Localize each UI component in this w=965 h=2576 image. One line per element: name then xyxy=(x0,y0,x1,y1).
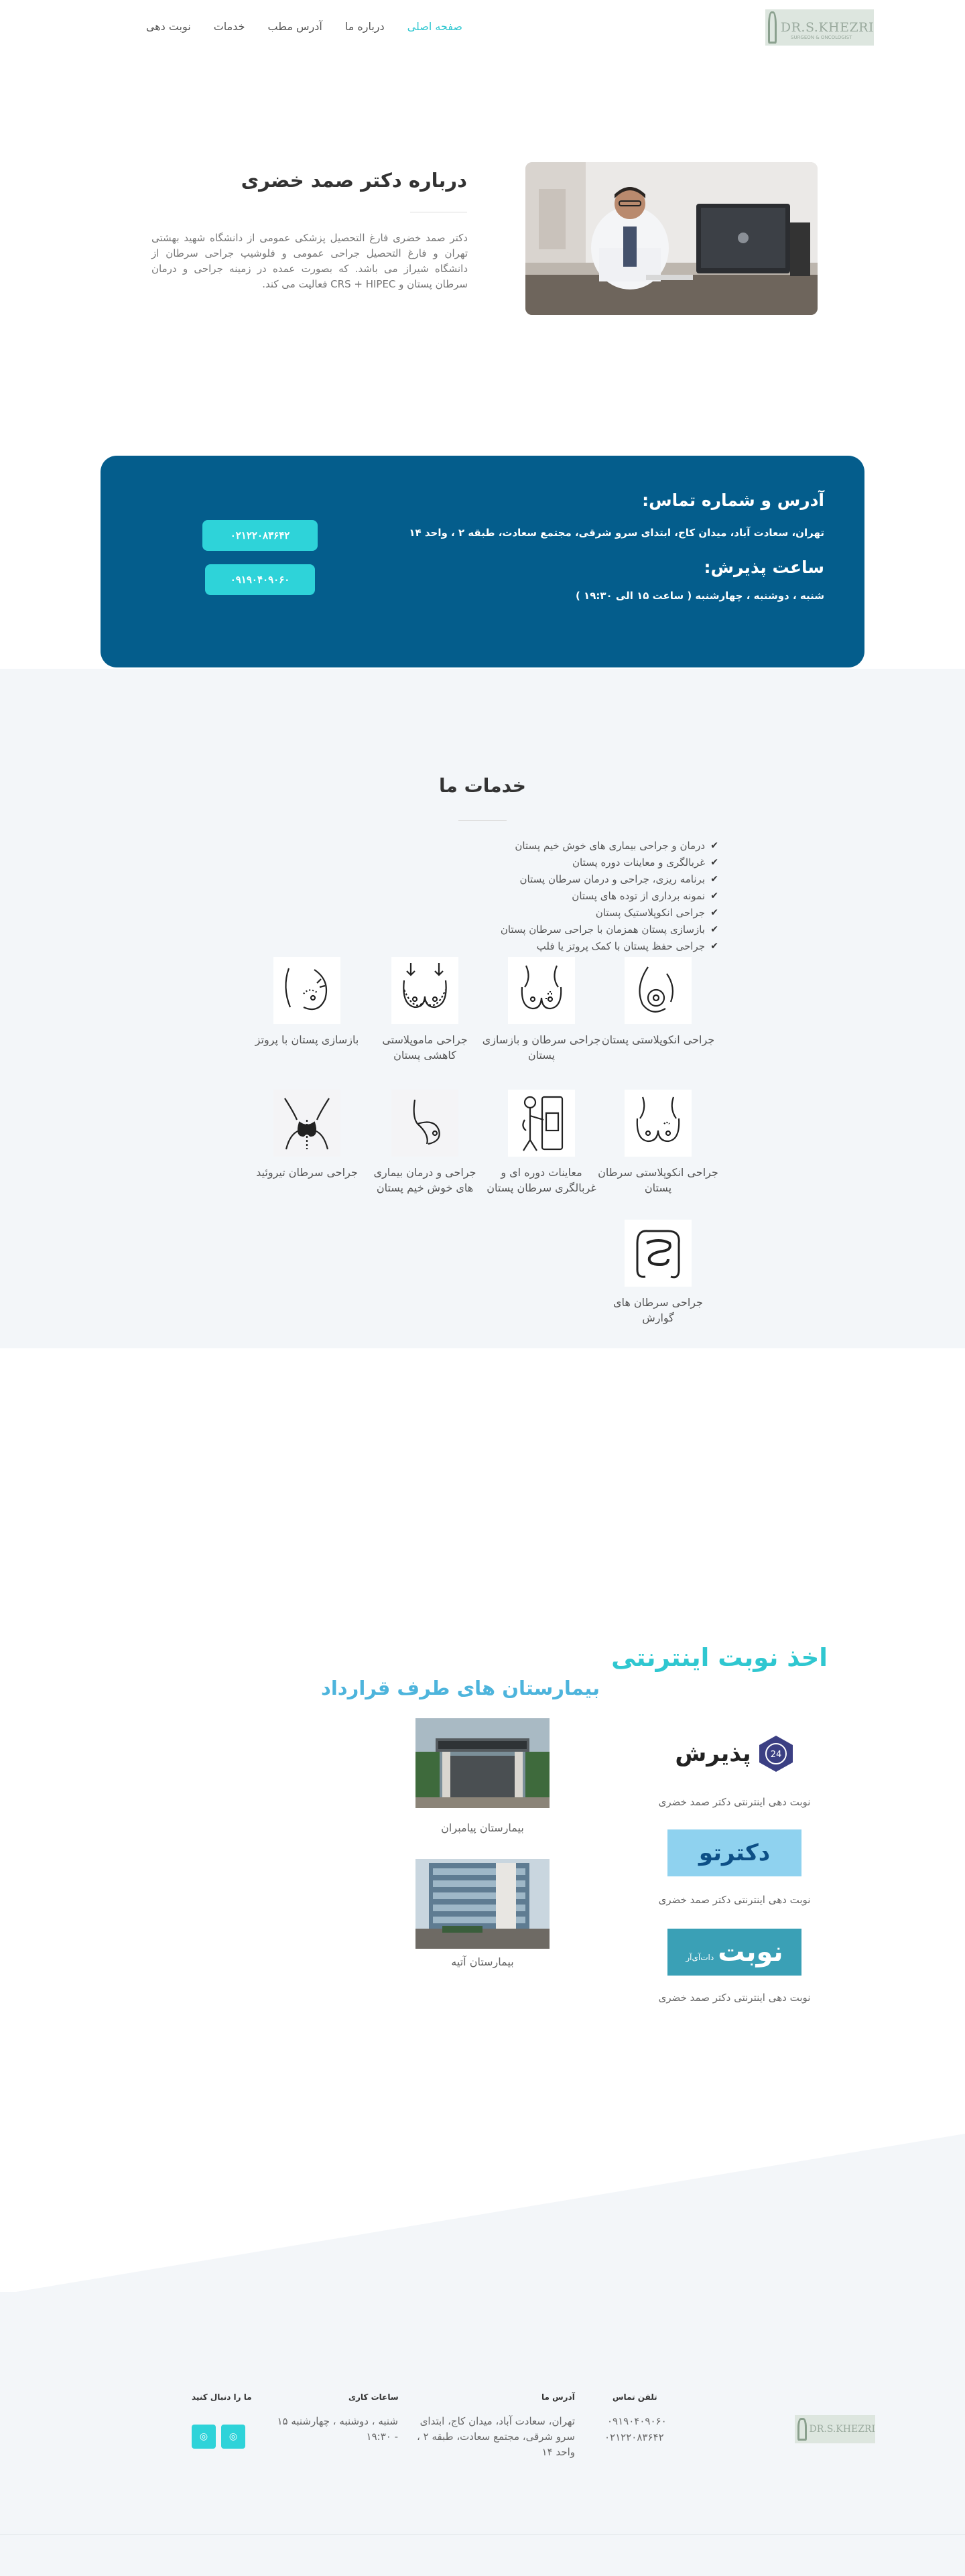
list-item: ✔ غربالگری و معاینات دوره پستان xyxy=(375,854,718,871)
check-icon: ✔ xyxy=(710,924,718,935)
service-card-digestive[interactable]: جراحی سرطان های گوارش xyxy=(598,1220,718,1326)
footer-logo[interactable]: DR.S.KHEZRI xyxy=(795,2415,875,2443)
services-list xyxy=(375,838,718,955)
nav-services[interactable]: خدمات xyxy=(213,20,245,33)
list-item: ✔ درمان و جراحی بیماری های خوش خیم پستان xyxy=(375,838,718,854)
footer-address: تهران، سعادت آباد، میدان کاج، ابتدای سرو شرقی، مجتمع سعادت، طبقه ۲ ، واحد ۱۴ xyxy=(417,2415,575,2458)
logo-subtext: SURGEON & ONCOLOGIST xyxy=(791,35,852,40)
about-title: درباره دکتر صمد خضری xyxy=(241,169,467,192)
service-card-thyroid[interactable]: جراحی سرطان تیروئید xyxy=(247,1090,367,1180)
breast-cancer-icon xyxy=(625,1090,692,1157)
nobat-logo[interactable]: نوبت دات‌آی‌آر xyxy=(667,1929,801,1976)
check-icon: ✔ xyxy=(710,857,718,868)
main-nav xyxy=(146,20,462,33)
service-card-implant[interactable]: بازسازی پستان با پروتز xyxy=(247,957,367,1047)
service-card-oncoplasty-cancer[interactable]: جراحی انکوپلاستی سرطان پستان xyxy=(598,1090,718,1196)
footer-phone-1[interactable]: ۰۹۱۹۰۴۰۹۰۶۰ xyxy=(607,2415,667,2427)
services-title: خدمات ما xyxy=(439,775,526,797)
contact-card xyxy=(101,456,864,667)
footer-slant-shape xyxy=(0,2134,965,2295)
hours-title: ساعت پذیرش: xyxy=(704,558,824,577)
site-header xyxy=(0,0,965,58)
paziresh24-logo[interactable] xyxy=(667,1730,801,1777)
footer-social-heading: ما را دنبال کنید xyxy=(192,2392,252,2402)
phone-button-office[interactable]: ۰۲۱۲۲۰۸۳۶۴۲ xyxy=(202,520,318,551)
list-item: ✔ نمونه برداری از توده های پستان xyxy=(375,888,718,905)
footer-hours: شنبه ، دوشنبه ، چهارشنبه ۱۵ - ۱۹:۳۰ xyxy=(277,2415,398,2443)
breast-reconstruction-icon xyxy=(508,957,575,1024)
mammography-icon xyxy=(508,1090,575,1157)
hospital-caption-atieh: بیمارستان آتیه xyxy=(451,1955,514,1968)
list-item: ✔ جراحی حفظ پستان با کمک پروتز یا فلپ xyxy=(375,938,718,955)
check-icon: ✔ xyxy=(710,840,718,851)
list-item: ✔ برنامه ریزی، جراحی و درمان سرطان پستان xyxy=(375,871,718,888)
nav-home[interactable]: صفحه اصلی xyxy=(407,20,462,33)
ribbon-logo-icon xyxy=(768,11,777,44)
check-icon: ✔ xyxy=(710,874,718,885)
footer-divider xyxy=(0,2534,965,2535)
address-text: تهران، سعادت آباد، میدان کاج، ابتدای سرو شرقی، مجتمع سعادت، طبقه ۲ ، واحد ۱۴ xyxy=(409,527,824,539)
footer-hours-heading: ساعات کاری xyxy=(348,2392,399,2402)
hospitals-title: بیمارستان های طرف قرارداد xyxy=(320,1677,600,1699)
list-item: ✔ جراحی انکوپلاستیک پستان xyxy=(375,905,718,921)
nav-appointment[interactable]: نوبت دهی xyxy=(145,20,191,33)
service-card-screening[interactable]: معاینات دوره ای و غربالگری سرطان پستان xyxy=(481,1090,602,1196)
doctoreto-logo[interactable]: دکترتو xyxy=(667,1829,801,1876)
footer-phone-heading: تلفن تماس xyxy=(613,2392,657,2402)
footer-phone-2[interactable]: ۰۲۱۲۲۰۸۳۶۴۲ xyxy=(604,2431,664,2443)
hours-text: شنبه ، دوشنبه ، چهارشنبه ( ساعت ۱۵ الی ۱۹:۳۰ ) xyxy=(575,590,824,602)
paziresh24-caption: نوبت دهی اینترنتی دکتر صمد خضری xyxy=(658,1796,811,1808)
telegram-icon: ◎ xyxy=(229,2431,238,2442)
nav-about[interactable]: درباره ما xyxy=(344,20,385,33)
telegram-button[interactable] xyxy=(221,2425,245,2449)
breast-implant-icon xyxy=(273,957,340,1024)
doctoreto-caption: نوبت دهی اینترنتی دکتر صمد خضری xyxy=(658,1894,811,1906)
nobat-caption: نوبت دهی اینترنتی دکتر صمد خضری xyxy=(658,1992,811,2004)
hospital-caption-payambaran: بیمارستان پیامبران xyxy=(441,1821,524,1834)
about-text: دکتر صمد خضری فارغ التحصیل پزشکی عمومی از دانشگاه شهید بهشتی تهران و فارغ التحصیل جراحی عمومی و فلوشیپ جراحی سرطان از دانشگاه شیراز می باشد. که بصورت عمده در زمینه جراحی و درمان سرطان پستان و CRS + HIPEC فعالیت می کند. xyxy=(151,232,468,290)
instagram-icon: ◎ xyxy=(199,2431,208,2442)
service-card-oncoplasty[interactable]: جراحی انکوپلاستی پستان xyxy=(598,957,718,1047)
check-icon: ✔ xyxy=(710,891,718,901)
hospital-photo-payambaran xyxy=(415,1718,550,1808)
svg-text:24: 24 xyxy=(770,1750,781,1760)
logo-text: DR.S.KHEZRI xyxy=(780,20,874,35)
appointment-title: اخذ نوبت اینترنتی xyxy=(611,1643,828,1672)
reduction-mammoplasty-icon xyxy=(391,957,458,1024)
intestine-icon xyxy=(625,1220,692,1287)
ribbon-logo-icon xyxy=(797,2418,807,2441)
benign-breast-icon xyxy=(391,1090,458,1157)
services-divider xyxy=(458,820,507,821)
list-item: ✔ بازسازی پستان همزمان با جراحی سرطان پستان xyxy=(375,921,718,938)
paziresh24-badge-icon xyxy=(758,1734,794,1773)
breast-oncoplasty-icon xyxy=(625,957,692,1024)
nav-office-address[interactable]: آدرس مطب xyxy=(267,20,322,33)
site-logo[interactable] xyxy=(765,9,874,46)
doctor-photo xyxy=(525,162,818,315)
address-title: آدرس و شماره تماس: xyxy=(642,491,824,510)
check-icon: ✔ xyxy=(710,907,718,918)
thyroid-icon xyxy=(273,1090,340,1157)
phone-button-mobile[interactable]: ۰۹۱۹۰۴۰۹۰۶۰ xyxy=(205,564,315,595)
check-icon: ✔ xyxy=(710,941,718,952)
service-card-benign[interactable]: جراحی و درمان بیماری های خوش خیم پستان xyxy=(365,1090,485,1196)
service-card-mammoplasty[interactable]: جراحی ماموپلاستی کاهشی پستان xyxy=(365,957,485,1063)
hospital-photo-atieh xyxy=(415,1859,550,1949)
footer-address-heading: آدرس ما xyxy=(541,2392,575,2402)
instagram-button[interactable] xyxy=(192,2425,216,2449)
service-card-reconstruction[interactable]: جراحی سرطان و بازسازی پستان xyxy=(481,957,602,1063)
paziresh24-text: پذیرش xyxy=(675,1740,751,1767)
